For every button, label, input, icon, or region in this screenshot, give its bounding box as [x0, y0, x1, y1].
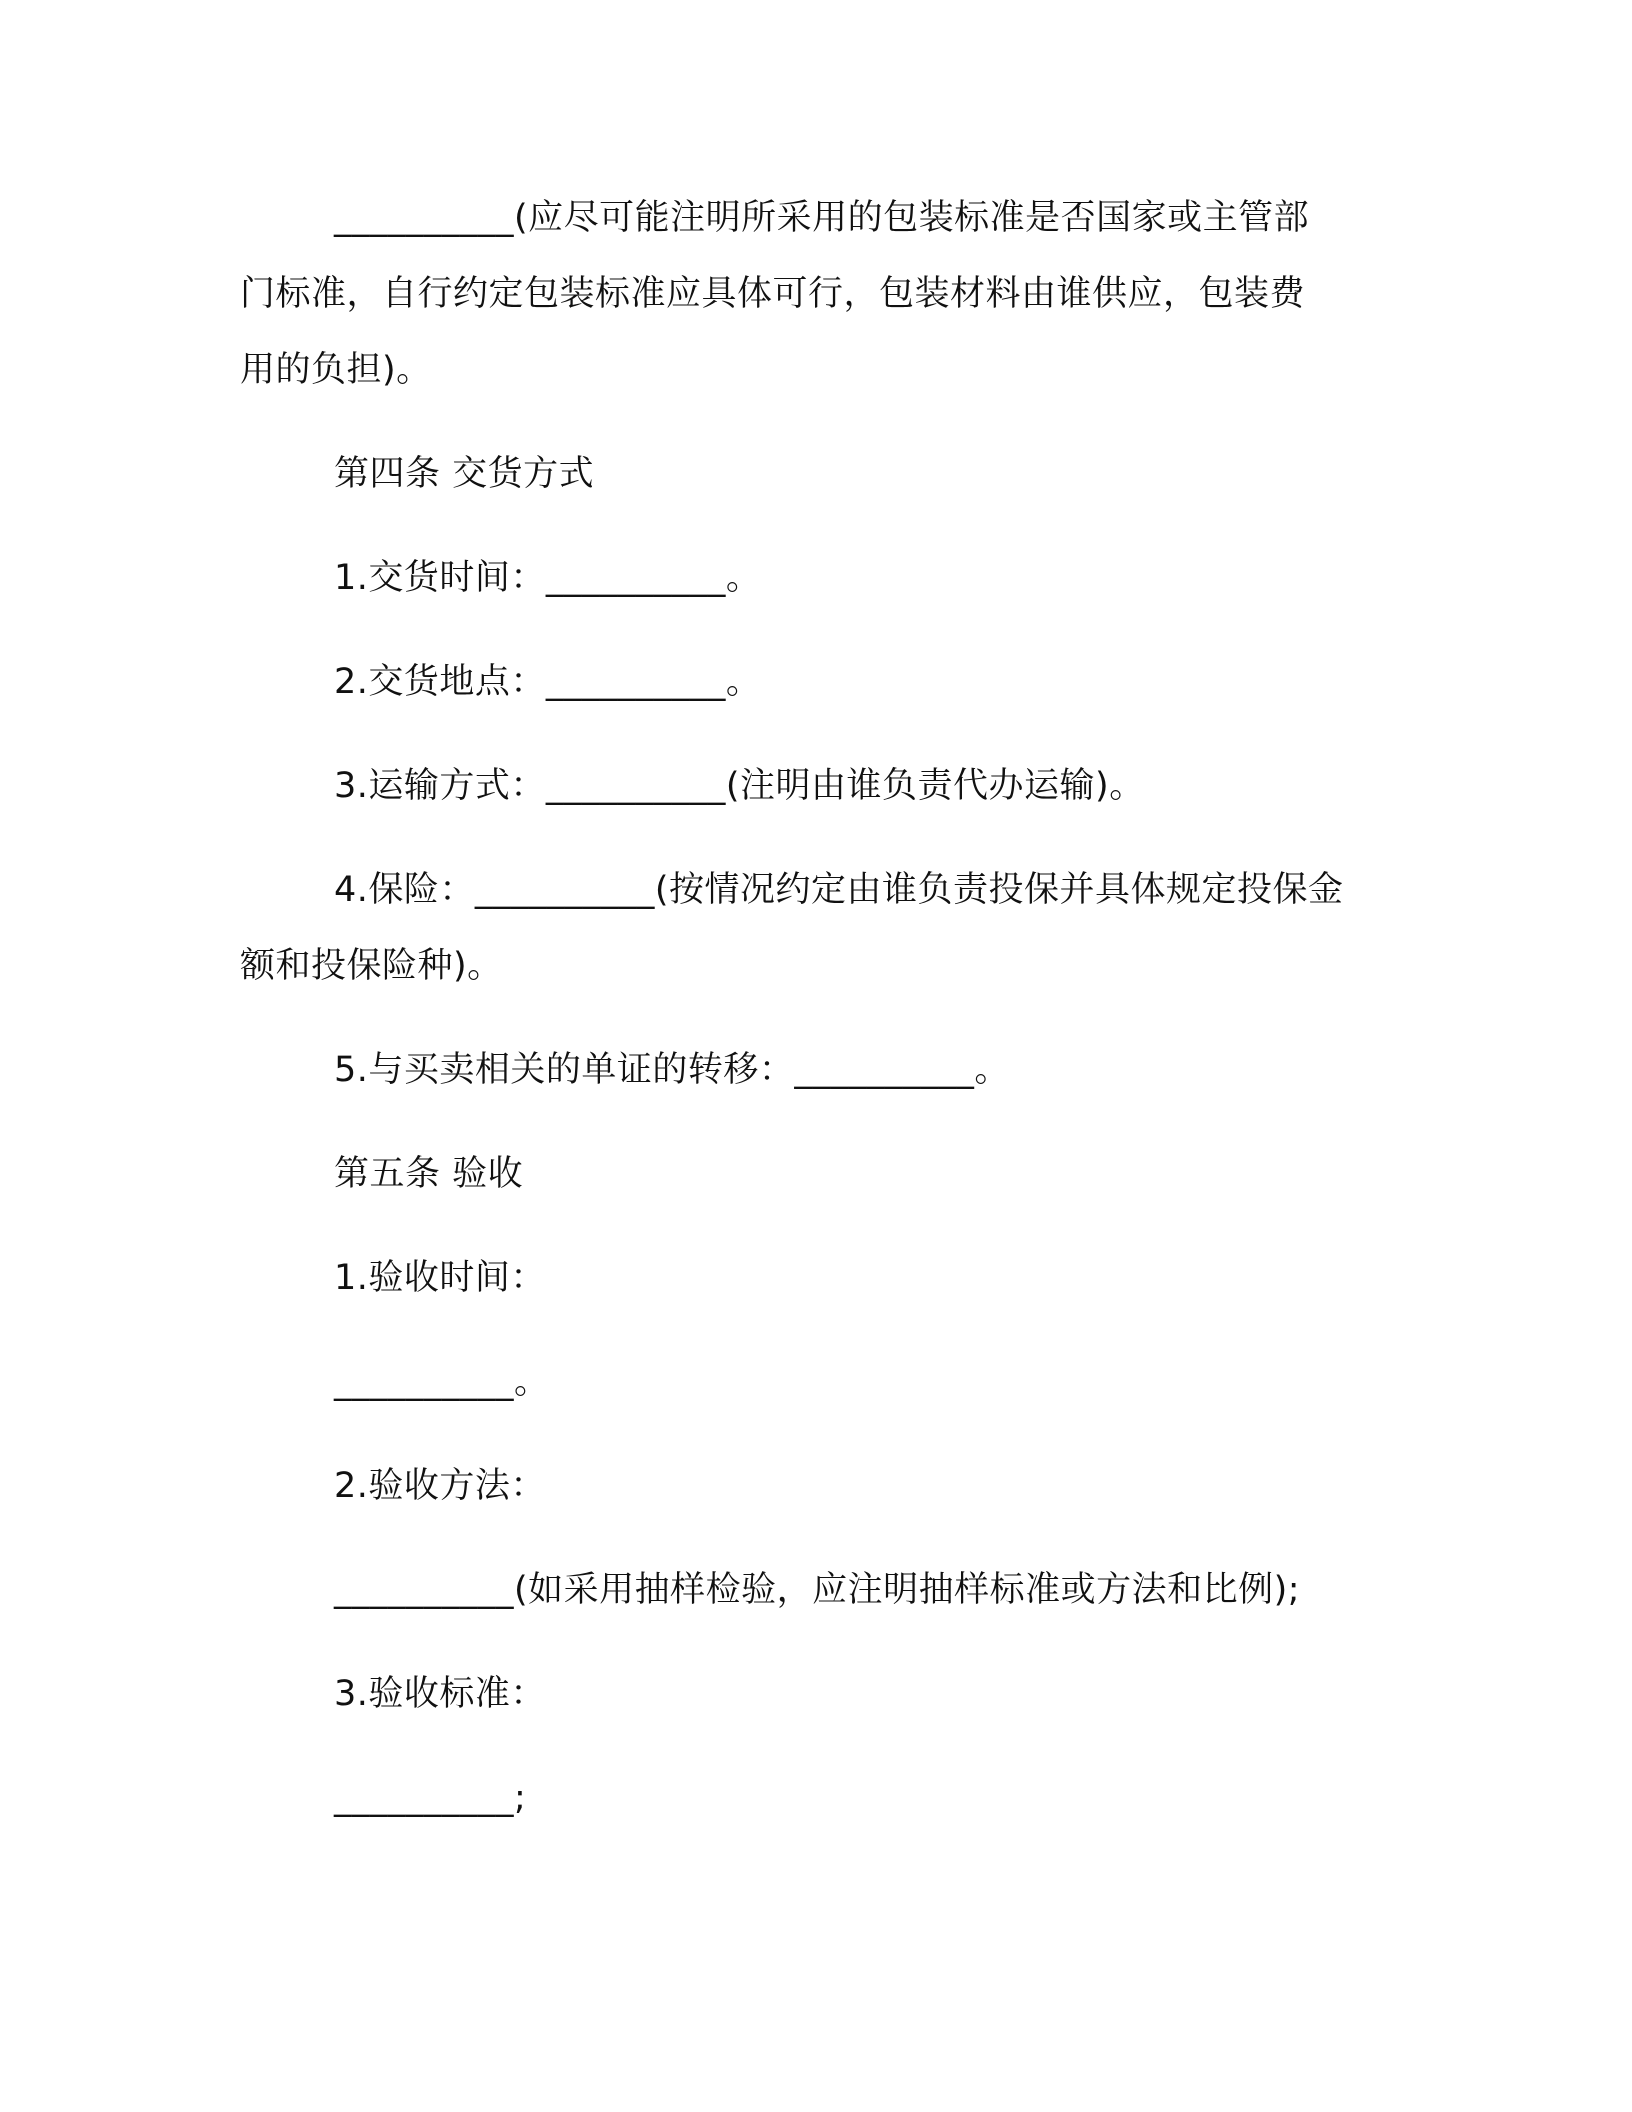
inspection-method-label: 2.验收方法：: [334, 1466, 546, 1506]
packaging-clause-line-2: 门标准，自行约定包装标准应具体可行，包装材料由谁供应，包装费: [240, 274, 1306, 314]
packaging-clause-line-3: 用的负担)。: [240, 350, 432, 390]
article-5-heading: 第五条 验收: [334, 1154, 524, 1194]
inspection-standard-blank: __________;: [334, 1778, 527, 1818]
insurance-line-2: 额和投保险种)。: [240, 946, 503, 986]
article-4-heading: 第四条 交货方式: [334, 454, 595, 494]
delivery-place-line: 2.交货地点：__________。: [334, 662, 762, 702]
inspection-time-blank: __________。: [334, 1362, 550, 1402]
packaging-clause-line-1: __________(应尽可能注明所采用的包装标准是否国家或主管部: [334, 198, 1310, 238]
documents-transfer-line: 5.与买卖相关的单证的转移：__________。: [334, 1050, 1010, 1090]
delivery-time-line: 1.交货时间：__________。: [334, 558, 762, 598]
inspection-standard-label: 3.验收标准：: [334, 1674, 546, 1714]
transport-method-line: 3.运输方式：__________(注明由谁负责代办运输)。: [334, 766, 1145, 806]
inspection-method-blank: __________(如采用抽样检验，应注明抽样标准或方法和比例);: [334, 1570, 1301, 1610]
inspection-time-label: 1.验收时间：: [334, 1258, 546, 1298]
insurance-line-1: 4.保险：__________(按情况约定由谁负责投保并具体规定投保金: [334, 870, 1344, 910]
